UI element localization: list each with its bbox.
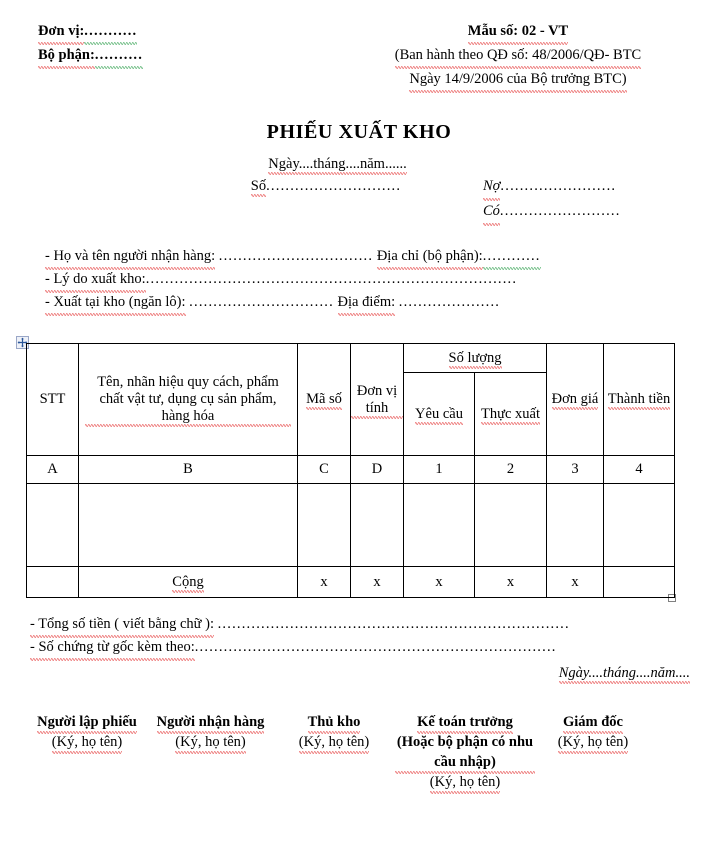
header-code-text: Mã số	[306, 391, 342, 407]
unit-dots: ...........	[84, 19, 137, 43]
data-cell-quantity-requested[interactable]	[404, 484, 475, 567]
total-in-words-label: - Tổng số tiền ( viết bằng chữ ):	[30, 613, 214, 636]
header-unit-price-text: Đơn giá	[551, 391, 599, 407]
letter-cell-d: D	[351, 456, 404, 484]
signature-preparer	[26, 712, 148, 752]
voucher-number-label: Số	[250, 178, 267, 194]
total-cell-unit: x	[351, 567, 404, 598]
warehouse-label: - Xuất tại kho (ngăn lô):	[45, 291, 186, 314]
signature-chief-accountant-title: Kế toán trưởng	[417, 714, 513, 730]
header-amount-text: Thành tiền	[607, 391, 671, 407]
header-cell-unit	[351, 344, 404, 456]
letter-cell-4: 4	[604, 456, 675, 484]
data-cell-amount[interactable]	[604, 484, 675, 567]
table-letter-row	[27, 456, 675, 484]
total-cell-label	[79, 567, 298, 598]
header-cell-code	[298, 344, 351, 456]
location-label: Địa điểm:	[338, 291, 396, 314]
signature-receiver-title: Người nhận hàng	[156, 714, 265, 730]
signature-chief-accountant-sub: (Ký, họ tên)	[429, 774, 501, 790]
total-cell-code: x	[298, 567, 351, 598]
receiver-address-dots[interactable]: ............	[483, 245, 541, 268]
signature-director	[535, 712, 651, 752]
issued-decision-text-1: (Ban hành theo QĐ số: 48/2006/QĐ- BTC	[395, 43, 641, 67]
issued-decision-text-2: Ngày 14/9/2006 của Bộ trưởng BTC)	[409, 67, 626, 91]
title-date-text: Ngày....tháng....năm......	[268, 156, 407, 172]
data-cell-quantity-issued[interactable]	[475, 484, 547, 567]
signature-preparer-title: Người lập phiếu	[37, 714, 137, 730]
header-cell-unit-price	[547, 344, 604, 456]
header-quantity-requested-text: Yêu cầu	[415, 405, 463, 422]
reason-label: - Lý do xuất kho:	[45, 268, 146, 291]
footer-fields-block	[30, 613, 680, 659]
signature-storekeeper-sub: (Ký, họ tên)	[298, 734, 370, 750]
total-in-words-dots[interactable]: .........................................................................	[217, 616, 570, 632]
warehouse-row	[45, 291, 685, 314]
department-field-line	[38, 43, 143, 67]
attached-documents-row	[30, 636, 680, 659]
page-title: PHIẾU XUẤT KHO	[266, 121, 452, 143]
data-cell-description[interactable]	[79, 484, 298, 567]
debit-line	[483, 174, 621, 199]
header-description-text: Tên, nhãn hiệu quy cách, phẩm chất vật tư, dụng cụ sản phẩm, hàng hóa	[85, 374, 291, 425]
data-cell-stt[interactable]	[27, 484, 79, 567]
total-cell-stt	[27, 567, 79, 598]
warehouse-dots[interactable]: ..............................	[189, 294, 334, 310]
signature-director-title: Giám đốc	[562, 714, 623, 730]
reason-row	[45, 268, 685, 291]
signature-receiver-sub: (Ký, họ tên)	[175, 734, 246, 750]
data-cell-code[interactable]	[298, 484, 351, 567]
data-cell-unit-price[interactable]	[547, 484, 604, 567]
issued-decision-line-1	[348, 43, 688, 67]
issued-decision-line-2	[348, 67, 688, 91]
letter-cell-3: 3	[547, 456, 604, 484]
total-cell-quantity-requested: x	[404, 567, 475, 598]
signature-receiver	[148, 712, 273, 752]
department-label: Bộ phận:	[38, 43, 95, 67]
signature-preparer-sub: (Ký, họ tên)	[51, 734, 123, 750]
letter-cell-a: A	[27, 456, 79, 484]
debit-label: Nợ	[483, 174, 500, 199]
header-cell-quantity-issued	[475, 373, 547, 456]
total-cell-unit-price: x	[547, 567, 604, 598]
form-code-line	[348, 19, 688, 43]
department-dots: ..........	[95, 43, 143, 67]
signature-chief-accountant-title2: (Hoặc bộ phận có nhu cầu nhập)	[396, 734, 534, 770]
signature-chief-accountant	[395, 712, 535, 792]
debit-credit-block	[483, 174, 621, 224]
unit-label: Đơn vị:	[38, 19, 84, 43]
total-label-text: Cộng	[172, 573, 204, 590]
document-header-left	[38, 19, 143, 67]
header-quantity-issued-text: Thực xuất	[481, 405, 540, 422]
header-cell-amount	[604, 344, 675, 456]
receiver-name-dots[interactable]: ................................	[218, 248, 374, 264]
total-cell-quantity-issued: x	[475, 567, 547, 598]
location-dots[interactable]: .....................	[398, 294, 501, 310]
receiver-name-row	[45, 245, 685, 268]
letter-cell-1: 1	[404, 456, 475, 484]
total-cell-amount	[604, 567, 675, 598]
footer-date-line	[0, 665, 690, 682]
table-total-row	[27, 567, 675, 598]
title-date-line	[0, 156, 675, 173]
header-cell-stt	[27, 344, 79, 456]
header-cell-quantity-requested	[404, 373, 475, 456]
signature-storekeeper	[273, 712, 395, 752]
letter-cell-b: B	[79, 456, 298, 484]
unit-field-line	[38, 19, 143, 43]
data-cell-unit[interactable]	[351, 484, 404, 567]
letter-cell-2: 2	[475, 456, 547, 484]
receiver-address-label: Địa chỉ (bộ phận):	[377, 245, 483, 268]
credit-dots: .........................	[499, 203, 621, 219]
voucher-number-dots: ............................	[266, 178, 402, 194]
debit-dots: ........................	[500, 178, 617, 194]
header-cell-quantity-group	[404, 344, 547, 373]
receiver-name-label: - Họ và tên người nhận hàng:	[45, 245, 215, 268]
table-row	[27, 484, 675, 567]
total-in-words-row	[30, 613, 680, 636]
goods-table	[26, 343, 675, 598]
attached-documents-dots[interactable]: ...........................................................................	[194, 639, 557, 655]
document-header-right	[348, 19, 688, 91]
credit-line	[483, 199, 621, 224]
header-unit-text: Đơn vị tính	[351, 383, 403, 417]
header-stt-text: STT	[39, 391, 66, 407]
reason-dots[interactable]: .............................................................................	[145, 271, 518, 287]
footer-date-text: Ngày....tháng....năm....	[558, 665, 690, 681]
letter-cell-c: C	[298, 456, 351, 484]
form-fields-block	[45, 245, 685, 314]
signature-storekeeper-title: Thủ kho	[307, 714, 361, 730]
signature-block	[26, 712, 691, 792]
credit-label: Có	[483, 199, 500, 224]
header-cell-description	[79, 344, 298, 456]
table-header-row-1	[27, 344, 675, 373]
header-quantity-group-text: Số lượng	[448, 349, 502, 366]
signature-director-sub: (Ký, họ tên)	[557, 734, 629, 750]
form-code-text: Mẫu số: 02 - VT	[468, 19, 568, 43]
attached-documents-label: - Số chứng từ gốc kèm theo:	[30, 636, 195, 659]
